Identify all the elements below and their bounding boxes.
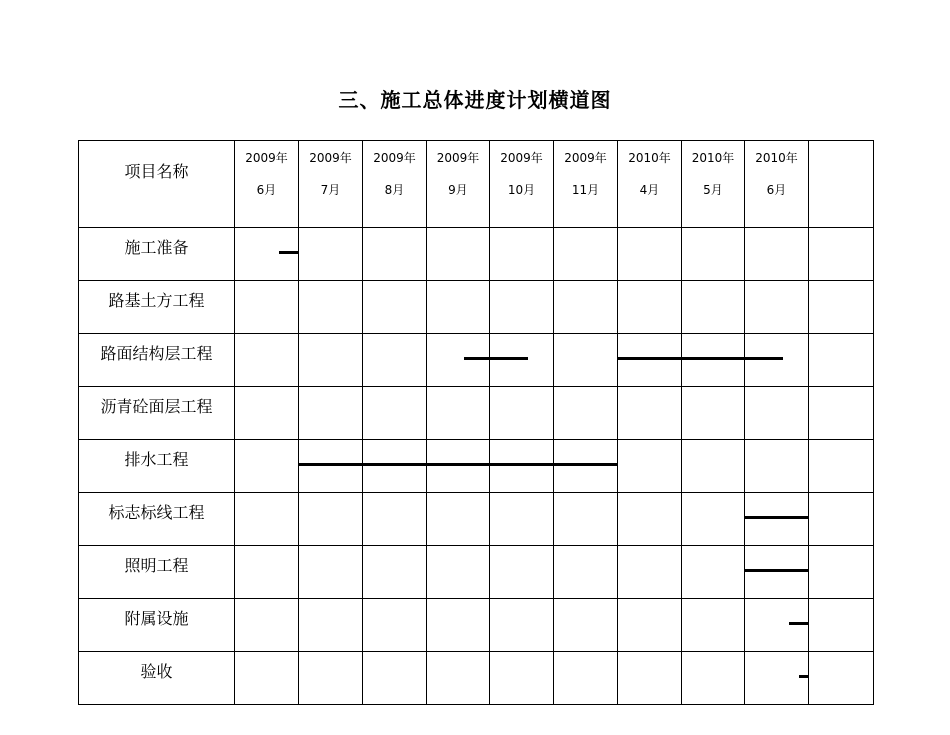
task-name: 验收 bbox=[79, 652, 235, 705]
schedule-cell bbox=[554, 334, 618, 387]
schedule-cell bbox=[427, 599, 490, 652]
period-header bbox=[490, 141, 554, 228]
schedule-cell bbox=[554, 281, 618, 334]
schedule-cell bbox=[299, 281, 363, 334]
page-title: 三、施工总体进度计划横道图 bbox=[338, 88, 612, 112]
schedule-cell bbox=[490, 546, 554, 599]
schedule-cell bbox=[299, 599, 363, 652]
schedule-cell bbox=[618, 599, 682, 652]
period-header bbox=[299, 141, 363, 228]
task-name: 路面结构层工程 bbox=[79, 334, 235, 387]
task-name: 附属设施 bbox=[79, 599, 235, 652]
schedule-cell bbox=[745, 387, 809, 440]
schedule-cell bbox=[427, 334, 490, 387]
period-year: 2010年 bbox=[755, 151, 798, 165]
schedule-cell bbox=[682, 334, 745, 387]
schedule-cell bbox=[809, 599, 874, 652]
schedule-cell bbox=[427, 387, 490, 440]
schedule-cell bbox=[554, 387, 618, 440]
schedule-cell bbox=[809, 440, 874, 493]
schedule-cell bbox=[618, 228, 682, 281]
task-name: 沥青砼面层工程 bbox=[79, 387, 235, 440]
table-row bbox=[79, 228, 874, 281]
schedule-cell bbox=[682, 652, 745, 705]
period-month: 9月 bbox=[448, 183, 468, 197]
schedule-cell bbox=[618, 440, 682, 493]
schedule-cell bbox=[235, 281, 299, 334]
schedule-cell bbox=[490, 599, 554, 652]
schedule-cell bbox=[235, 387, 299, 440]
schedule-cell bbox=[490, 493, 554, 546]
schedule-cell bbox=[745, 599, 809, 652]
period-month: 11月 bbox=[571, 183, 600, 197]
schedule-cell bbox=[490, 440, 554, 493]
schedule-cell bbox=[809, 652, 874, 705]
task-name: 排水工程 bbox=[79, 440, 235, 493]
project-name-header: 项目名称 bbox=[79, 141, 235, 228]
period-month: 10月 bbox=[507, 183, 536, 197]
task-name: 施工准备 bbox=[79, 228, 235, 281]
schedule-cell bbox=[682, 493, 745, 546]
schedule-cell bbox=[363, 440, 427, 493]
schedule-cell bbox=[745, 334, 809, 387]
table-row bbox=[79, 546, 874, 599]
schedule-cell bbox=[682, 228, 745, 281]
schedule-cell bbox=[299, 440, 363, 493]
schedule-cell bbox=[490, 281, 554, 334]
schedule-cell bbox=[363, 599, 427, 652]
table-row bbox=[79, 387, 874, 440]
period-year: 2009年 bbox=[245, 151, 288, 165]
schedule-cell bbox=[682, 546, 745, 599]
schedule-cell bbox=[363, 334, 427, 387]
schedule-cell bbox=[809, 228, 874, 281]
schedule-cell bbox=[299, 652, 363, 705]
schedule-cell bbox=[427, 493, 490, 546]
schedule-cell bbox=[427, 652, 490, 705]
schedule-cell bbox=[299, 334, 363, 387]
period-header bbox=[554, 141, 618, 228]
schedule-cell bbox=[299, 546, 363, 599]
schedule-cell bbox=[618, 546, 682, 599]
schedule-cell bbox=[745, 228, 809, 281]
schedule-cell bbox=[554, 228, 618, 281]
schedule-cell bbox=[554, 493, 618, 546]
schedule-cell bbox=[363, 281, 427, 334]
period-year: 2009年 bbox=[373, 151, 416, 165]
schedule-cell bbox=[235, 228, 299, 281]
period-header-empty bbox=[809, 141, 874, 228]
schedule-cell bbox=[235, 599, 299, 652]
task-name: 标志标线工程 bbox=[79, 493, 235, 546]
table-row bbox=[79, 493, 874, 546]
schedule-cell bbox=[618, 387, 682, 440]
schedule-cell bbox=[682, 440, 745, 493]
gantt-schedule-table bbox=[78, 140, 874, 705]
schedule-cell bbox=[490, 387, 554, 440]
table-row bbox=[79, 281, 874, 334]
table-row bbox=[79, 652, 874, 705]
period-header bbox=[745, 141, 809, 228]
period-year: 2010年 bbox=[691, 151, 735, 165]
schedule-cell bbox=[554, 546, 618, 599]
schedule-cell bbox=[618, 652, 682, 705]
schedule-cell bbox=[363, 493, 427, 546]
schedule-cell bbox=[809, 387, 874, 440]
schedule-cell bbox=[235, 546, 299, 599]
period-month: 7月 bbox=[320, 183, 341, 197]
schedule-cell bbox=[427, 281, 490, 334]
period-year: 2009年 bbox=[564, 151, 607, 165]
table-row bbox=[79, 334, 874, 387]
period-year: 2009年 bbox=[500, 151, 543, 165]
header-row bbox=[79, 141, 874, 228]
table-row bbox=[79, 599, 874, 652]
period-month: 4月 bbox=[639, 183, 660, 197]
schedule-cell bbox=[363, 652, 427, 705]
schedule-cell bbox=[809, 334, 874, 387]
task-name: 照明工程 bbox=[79, 546, 235, 599]
schedule-cell bbox=[745, 652, 809, 705]
schedule-cell bbox=[618, 281, 682, 334]
period-year: 2009年 bbox=[309, 151, 352, 165]
period-year: 2009年 bbox=[436, 151, 480, 165]
schedule-cell bbox=[618, 493, 682, 546]
period-header bbox=[427, 141, 490, 228]
period-month: 5月 bbox=[703, 183, 723, 197]
schedule-cell bbox=[427, 440, 490, 493]
schedule-cell bbox=[235, 334, 299, 387]
schedule-cell bbox=[745, 493, 809, 546]
schedule-cell bbox=[299, 228, 363, 281]
schedule-cell bbox=[618, 334, 682, 387]
schedule-cell bbox=[809, 546, 874, 599]
task-name: 路基土方工程 bbox=[79, 281, 235, 334]
schedule-cell bbox=[554, 440, 618, 493]
schedule-cell bbox=[235, 440, 299, 493]
schedule-cell bbox=[427, 228, 490, 281]
schedule-cell bbox=[745, 546, 809, 599]
schedule-cell bbox=[682, 281, 745, 334]
period-header bbox=[682, 141, 745, 228]
schedule-cell bbox=[490, 652, 554, 705]
schedule-cell bbox=[427, 546, 490, 599]
schedule-cell bbox=[299, 493, 363, 546]
period-month: 6月 bbox=[256, 183, 277, 197]
schedule-cell bbox=[554, 652, 618, 705]
period-month: 8月 bbox=[384, 183, 405, 197]
schedule-cell bbox=[363, 228, 427, 281]
schedule-cell bbox=[363, 546, 427, 599]
period-header bbox=[618, 141, 682, 228]
schedule-cell bbox=[682, 599, 745, 652]
table-row bbox=[79, 440, 874, 493]
schedule-cell bbox=[745, 281, 809, 334]
schedule-cell bbox=[809, 281, 874, 334]
period-header bbox=[235, 141, 299, 228]
schedule-cell bbox=[554, 599, 618, 652]
period-header bbox=[363, 141, 427, 228]
period-month: 6月 bbox=[766, 183, 787, 197]
schedule-cell bbox=[299, 387, 363, 440]
schedule-cell bbox=[490, 228, 554, 281]
schedule-cell bbox=[490, 334, 554, 387]
schedule-cell bbox=[235, 652, 299, 705]
schedule-cell bbox=[235, 493, 299, 546]
schedule-cell bbox=[745, 440, 809, 493]
schedule-cell bbox=[363, 387, 427, 440]
period-year: 2010年 bbox=[628, 151, 671, 165]
schedule-cell bbox=[809, 493, 874, 546]
schedule-cell bbox=[682, 387, 745, 440]
